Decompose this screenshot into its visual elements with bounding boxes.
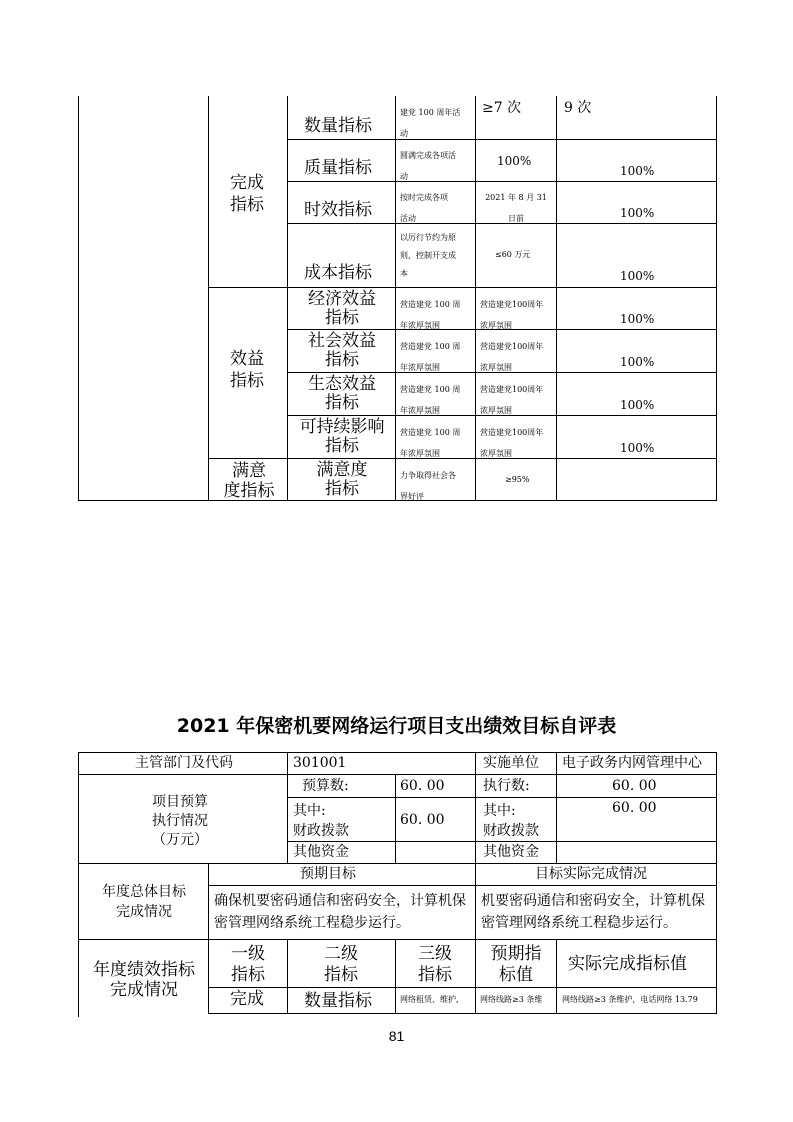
of-which-exec: 60. 00	[612, 800, 657, 816]
level3-cell: 营造建党 100 周 年浓厚氛围	[400, 300, 461, 330]
level2-cell: 满意度 指标	[316, 460, 368, 499]
row-expected: 网络线路≥3 条维	[480, 995, 543, 1004]
annual-goal-label: 年度总体目标 完成情况	[102, 884, 186, 920]
row-level1: 完成	[230, 989, 264, 1009]
group-completion: 完成 指标	[230, 173, 264, 215]
actual-cell: 100%	[620, 441, 655, 455]
actual-cell: 100%	[620, 398, 655, 412]
level2-cell: 时效指标	[304, 200, 372, 220]
level2-cell: 成本指标	[304, 263, 372, 283]
exec-amount-label: 执行数:	[483, 778, 530, 794]
level3-cell: 营造建党 100 周 年浓厚氛围	[400, 385, 461, 415]
dept-label: 主管部门及代码	[135, 755, 233, 771]
header-actual: 实际完成指标值	[568, 954, 687, 974]
page-number: 81	[388, 1028, 405, 1044]
row-level2: 数量指标	[304, 991, 372, 1011]
level3-cell: 建党 100 周年活 动	[400, 108, 461, 138]
expected-cell: ≤60 万元	[495, 250, 531, 259]
level3-cell: 圆满完成各项活 动	[400, 151, 456, 181]
expected-cell: 营造建党100周年 浓厚氛围	[480, 428, 544, 458]
level3-cell: 按时完成各项 活动	[400, 193, 448, 223]
header-expected: 预期指 标值	[490, 944, 542, 985]
budget-label: 项目预算 执行情况 （万元）	[152, 794, 208, 848]
actual-cell: 100%	[620, 312, 655, 326]
actual-cell: 100%	[620, 269, 655, 283]
actual-cell: 100%	[620, 206, 655, 220]
of-which-exec-label: 其中: 财政拨款	[483, 803, 539, 839]
impl-value: 电子政务内网管理中心	[562, 755, 702, 771]
group-benefit: 效益 指标	[230, 349, 264, 391]
actual-goal-text: 机要密码通信和密码安全，计算机保 密管理网络系统工程稳步运行。	[481, 893, 705, 931]
dept-code: 301001	[293, 755, 347, 771]
actual-goal-header: 目标实际完成情况	[535, 866, 647, 882]
other-funds-label: 其他资金	[293, 844, 349, 860]
budget-amount-label: 预算数:	[302, 778, 349, 794]
actual-cell: 100%	[620, 355, 655, 369]
header-level3: 三级 指标	[418, 944, 452, 985]
header-level2: 二级 指标	[324, 944, 358, 985]
level2-cell: 数量指标	[304, 116, 372, 136]
level3-cell: 以厉行节约为原 则，控制开支成 本	[400, 233, 456, 278]
header-level1: 一级 指标	[231, 944, 265, 985]
expected-cell: ≥7 次	[482, 100, 522, 116]
actual-cell: 9 次	[564, 100, 592, 116]
level2-cell: 经济效益 指标	[308, 289, 376, 328]
of-which-label: 其中: 财政拨款	[293, 803, 349, 839]
level2-cell: 生态效益 指标	[308, 374, 376, 413]
level2-cell: 质量指标	[304, 158, 372, 178]
row-actual: 网络线路≥3 条维护，电话网络 13.79	[562, 995, 698, 1004]
perf-label: 年度绩效指标 完成情况	[93, 960, 195, 1000]
level3-cell: 营造建党 100 周 年浓厚氛围	[400, 428, 461, 458]
of-which-budget: 60. 00	[400, 812, 445, 828]
expected-goal-header: 预期目标	[300, 866, 356, 882]
level3-cell: 力争取得社会各 界好评	[400, 471, 456, 501]
expected-goal-text: 确保机要密码通信和密码安全，计算机保 密管理网络系统工程稳步运行。	[214, 893, 466, 931]
budget-amount: 60. 00	[400, 778, 445, 794]
level3-cell: 营造建党 100 周 年浓厚氛围	[400, 342, 461, 372]
group-satisfaction: 满意 度指标	[223, 461, 275, 501]
expected-cell: ≥95%	[505, 475, 530, 484]
page-title: 2021 年保密机要网络运行项目支出绩效目标自评表	[176, 715, 617, 737]
row-level3: 网络租赁、维护,	[400, 995, 459, 1004]
impl-label: 实施单位	[483, 755, 539, 771]
exec-amount: 60. 00	[612, 778, 657, 794]
level2-cell: 社会效益 指标	[308, 331, 376, 370]
other-funds-exec-label: 其他资金	[483, 844, 539, 860]
expected-cell: 营造建党100周年 浓厚氛围	[480, 342, 544, 372]
expected-cell: 2021 年 8 月 31 日前	[485, 193, 547, 223]
expected-cell: 营造建党100周年 浓厚氛围	[480, 385, 544, 415]
level2-cell: 可持续影响 指标	[299, 417, 385, 456]
expected-cell: 100%	[497, 154, 532, 168]
expected-cell: 营造建党100周年 浓厚氛围	[480, 300, 544, 330]
actual-cell: 100%	[620, 164, 655, 178]
